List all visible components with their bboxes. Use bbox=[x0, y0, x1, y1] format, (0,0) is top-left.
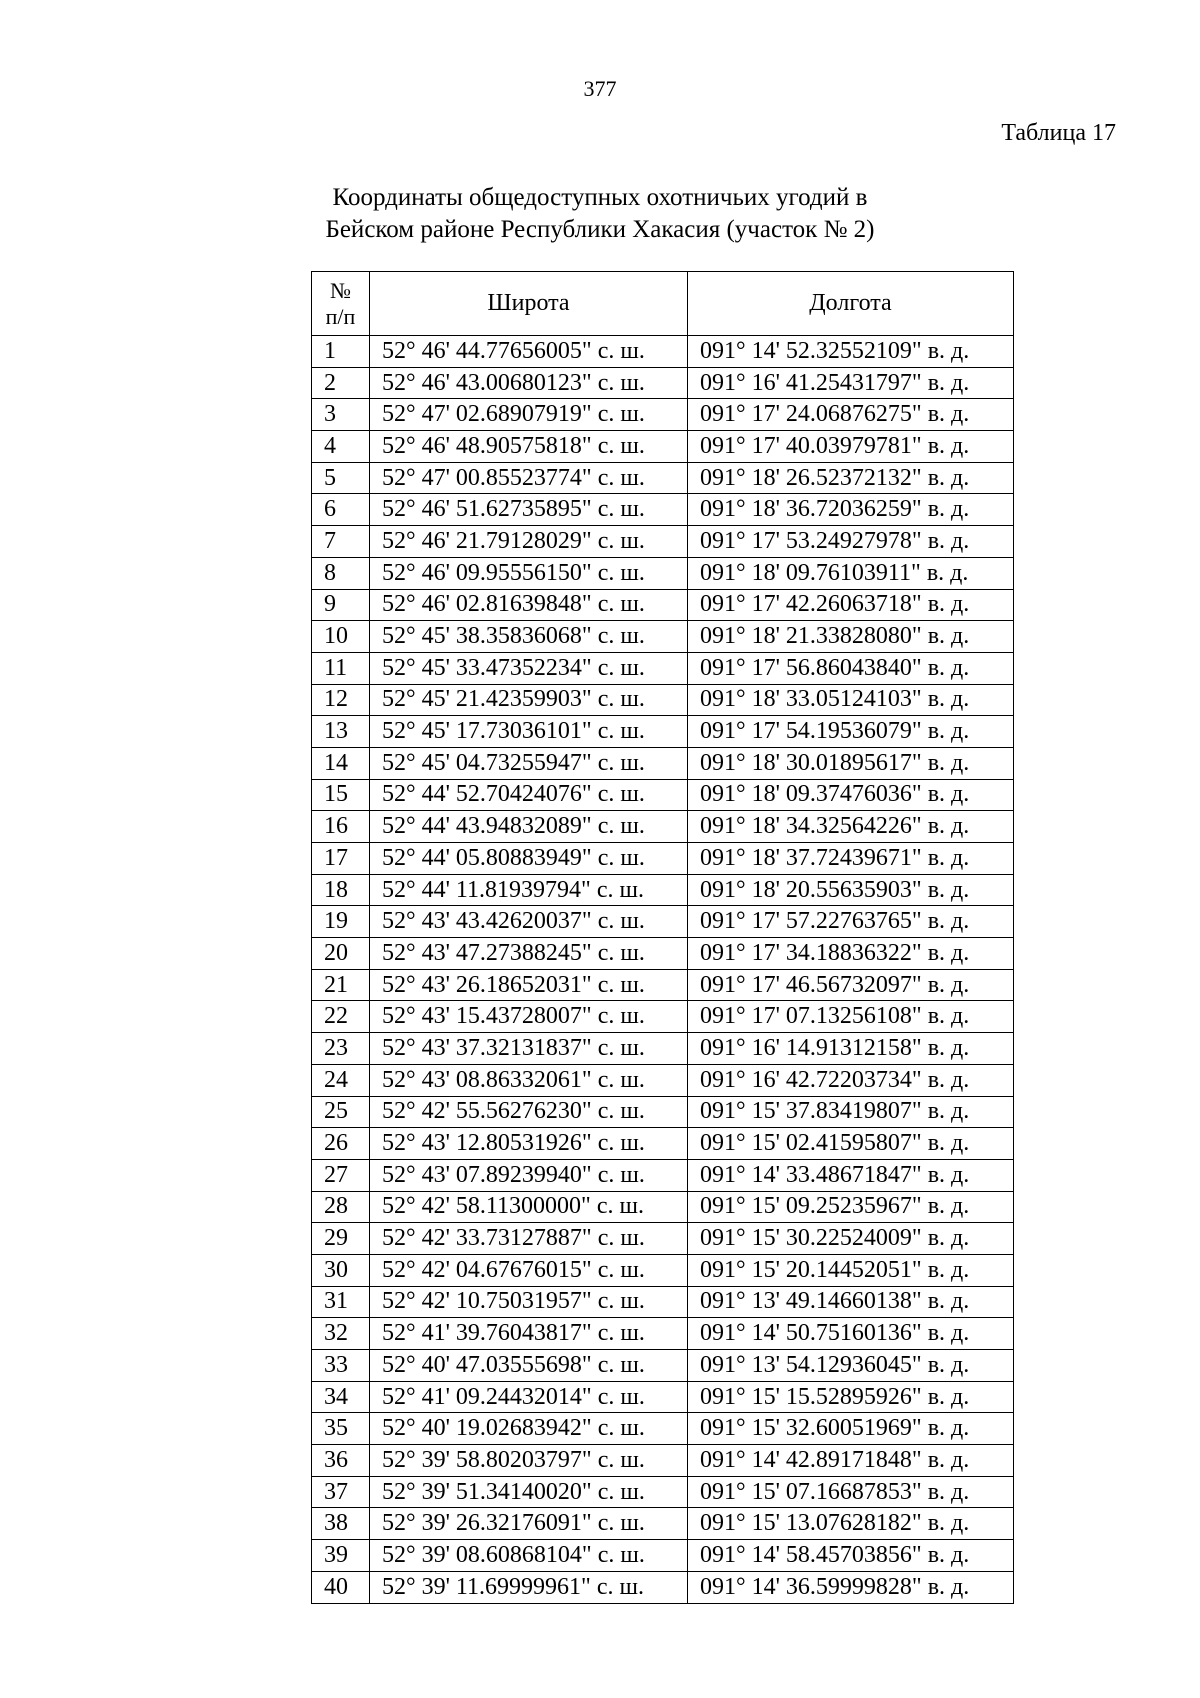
latitude-cell: 52° 44' 11.81939794" с. ш. bbox=[370, 874, 688, 906]
table-row bbox=[312, 526, 1014, 558]
table-row bbox=[312, 779, 1014, 811]
row-number: 32 bbox=[312, 1318, 370, 1350]
table-row bbox=[312, 1001, 1014, 1033]
row-number: 24 bbox=[312, 1064, 370, 1096]
row-number: 13 bbox=[312, 716, 370, 748]
longitude-cell: 091° 15' 32.60051969" в. д. bbox=[688, 1413, 1014, 1445]
longitude-cell: 091° 14' 58.45703856" в. д. bbox=[688, 1540, 1014, 1572]
table-row bbox=[312, 1508, 1014, 1540]
row-number: 39 bbox=[312, 1540, 370, 1572]
latitude-cell: 52° 46' 02.81639848" с. ш. bbox=[370, 589, 688, 621]
row-number: 40 bbox=[312, 1571, 370, 1603]
table-row bbox=[312, 431, 1014, 463]
row-number: 8 bbox=[312, 557, 370, 589]
latitude-cell: 52° 42' 04.67676015" с. ш. bbox=[370, 1254, 688, 1286]
table-row bbox=[312, 1571, 1014, 1603]
longitude-cell: 091° 15' 30.22524009" в. д. bbox=[688, 1223, 1014, 1255]
row-number: 11 bbox=[312, 652, 370, 684]
row-number: 14 bbox=[312, 747, 370, 779]
longitude-cell: 091° 15' 15.52895926" в. д. bbox=[688, 1381, 1014, 1413]
longitude-cell: 091° 16' 42.72203734" в. д. bbox=[688, 1064, 1014, 1096]
row-number: 19 bbox=[312, 906, 370, 938]
latitude-cell: 52° 43' 12.80531926" с. ш. bbox=[370, 1128, 688, 1160]
table-row bbox=[312, 1128, 1014, 1160]
longitude-cell: 091° 18' 09.37476036" в. д. bbox=[688, 779, 1014, 811]
page-number: 377 bbox=[583, 76, 617, 101]
latitude-cell: 52° 39' 51.34140020" с. ш. bbox=[370, 1476, 688, 1508]
row-number: 9 bbox=[312, 589, 370, 621]
row-number: 35 bbox=[312, 1413, 370, 1445]
latitude-cell: 52° 44' 05.80883949" с. ш. bbox=[370, 843, 688, 875]
row-number: 20 bbox=[312, 938, 370, 970]
row-number: 6 bbox=[312, 494, 370, 526]
longitude-cell: 091° 17' 53.24927978" в. д. bbox=[688, 526, 1014, 558]
table-row bbox=[312, 843, 1014, 875]
row-number: 22 bbox=[312, 1001, 370, 1033]
longitude-cell: 091° 17' 24.06876275" в. д. bbox=[688, 399, 1014, 431]
table-row bbox=[312, 938, 1014, 970]
header-latitude: Широта bbox=[370, 272, 688, 336]
header-longitude: Долгота bbox=[688, 272, 1014, 336]
table-row bbox=[312, 652, 1014, 684]
row-number: 15 bbox=[312, 779, 370, 811]
longitude-cell: 091° 18' 20.55635903" в. д. bbox=[688, 874, 1014, 906]
latitude-cell: 52° 45' 21.42359903" с. ш. bbox=[370, 684, 688, 716]
row-number: 1 bbox=[312, 336, 370, 368]
row-number: 36 bbox=[312, 1445, 370, 1477]
latitude-cell: 52° 44' 43.94832089" с. ш. bbox=[370, 811, 688, 843]
longitude-cell: 091° 14' 33.48671847" в. д. bbox=[688, 1159, 1014, 1191]
row-number: 27 bbox=[312, 1159, 370, 1191]
latitude-cell: 52° 46' 09.95556150" с. ш. bbox=[370, 557, 688, 589]
table-row bbox=[312, 1350, 1014, 1382]
table-row bbox=[312, 1413, 1014, 1445]
row-number: 17 bbox=[312, 843, 370, 875]
longitude-cell: 091° 16' 14.91312158" в. д. bbox=[688, 1033, 1014, 1065]
row-number: 16 bbox=[312, 811, 370, 843]
latitude-cell: 52° 43' 08.86332061" с. ш. bbox=[370, 1064, 688, 1096]
longitude-cell: 091° 15' 07.16687853" в. д. bbox=[688, 1476, 1014, 1508]
latitude-cell: 52° 43' 15.43728007" с. ш. bbox=[370, 1001, 688, 1033]
latitude-cell: 52° 45' 38.35836068" с. ш. bbox=[370, 621, 688, 653]
table-row bbox=[312, 1191, 1014, 1223]
table-body bbox=[312, 336, 1014, 1604]
coordinates-table bbox=[311, 271, 1014, 1604]
longitude-cell: 091° 14' 42.89171848" в. д. bbox=[688, 1445, 1014, 1477]
latitude-cell: 52° 42' 33.73127887" с. ш. bbox=[370, 1223, 688, 1255]
row-number: 28 bbox=[312, 1191, 370, 1223]
longitude-cell: 091° 14' 50.75160136" в. д. bbox=[688, 1318, 1014, 1350]
latitude-cell: 52° 45' 04.73255947" с. ш. bbox=[370, 747, 688, 779]
latitude-cell: 52° 41' 39.76043817" с. ш. bbox=[370, 1318, 688, 1350]
header-number bbox=[312, 272, 370, 336]
row-number: 37 bbox=[312, 1476, 370, 1508]
longitude-cell: 091° 18' 09.76103911" в. д. bbox=[688, 557, 1014, 589]
longitude-cell: 091° 15' 02.41595807" в. д. bbox=[688, 1128, 1014, 1160]
table-row bbox=[312, 1286, 1014, 1318]
longitude-cell: 091° 17' 34.18836322" в. д. bbox=[688, 938, 1014, 970]
longitude-cell: 091° 15' 09.25235967" в. д. bbox=[688, 1191, 1014, 1223]
row-number: 10 bbox=[312, 621, 370, 653]
longitude-cell: 091° 17' 57.22763765" в. д. bbox=[688, 906, 1014, 938]
latitude-cell: 52° 39' 26.32176091" с. ш. bbox=[370, 1508, 688, 1540]
latitude-cell: 52° 39' 08.60868104" с. ш. bbox=[370, 1540, 688, 1572]
longitude-cell: 091° 16' 41.25431797" в. д. bbox=[688, 367, 1014, 399]
latitude-cell: 52° 40' 47.03555698" с. ш. bbox=[370, 1350, 688, 1382]
table-row bbox=[312, 1033, 1014, 1065]
longitude-cell: 091° 17' 46.56732097" в. д. bbox=[688, 969, 1014, 1001]
table-row bbox=[312, 1540, 1014, 1572]
row-number: 3 bbox=[312, 399, 370, 431]
table-row bbox=[312, 874, 1014, 906]
row-number: 12 bbox=[312, 684, 370, 716]
row-number: 38 bbox=[312, 1508, 370, 1540]
table-row bbox=[312, 1159, 1014, 1191]
row-number: 30 bbox=[312, 1254, 370, 1286]
latitude-cell: 52° 46' 43.00680123" с. ш. bbox=[370, 367, 688, 399]
row-number: 7 bbox=[312, 526, 370, 558]
latitude-cell: 52° 44' 52.70424076" с. ш. bbox=[370, 779, 688, 811]
table-row bbox=[312, 684, 1014, 716]
latitude-cell: 52° 43' 43.42620037" с. ш. bbox=[370, 906, 688, 938]
table-row bbox=[312, 906, 1014, 938]
longitude-cell: 091° 13' 49.14660138" в. д. bbox=[688, 1286, 1014, 1318]
row-number: 34 bbox=[312, 1381, 370, 1413]
table-row bbox=[312, 1096, 1014, 1128]
latitude-cell: 52° 47' 02.68907919" с. ш. bbox=[370, 399, 688, 431]
latitude-cell: 52° 43' 07.89239940" с. ш. bbox=[370, 1159, 688, 1191]
latitude-cell: 52° 45' 33.47352234" с. ш. bbox=[370, 652, 688, 684]
longitude-cell: 091° 13' 54.12936045" в. д. bbox=[688, 1350, 1014, 1382]
header-number-symbol: № bbox=[330, 277, 351, 303]
latitude-cell: 52° 46' 51.62735895" с. ш. bbox=[370, 494, 688, 526]
longitude-cell: 091° 17' 07.13256108" в. д. bbox=[688, 1001, 1014, 1033]
row-number: 25 bbox=[312, 1096, 370, 1128]
table-row bbox=[312, 1445, 1014, 1477]
row-number: 18 bbox=[312, 874, 370, 906]
table-row bbox=[312, 399, 1014, 431]
table-row bbox=[312, 1254, 1014, 1286]
longitude-cell: 091° 14' 52.32552109" в. д. bbox=[688, 336, 1014, 368]
longitude-cell: 091° 15' 20.14452051" в. д. bbox=[688, 1254, 1014, 1286]
table-row bbox=[312, 747, 1014, 779]
latitude-cell: 52° 43' 26.18652031" с. ш. bbox=[370, 969, 688, 1001]
row-number: 31 bbox=[312, 1286, 370, 1318]
latitude-cell: 52° 46' 21.79128029" с. ш. bbox=[370, 526, 688, 558]
longitude-cell: 091° 18' 21.33828080" в. д. bbox=[688, 621, 1014, 653]
longitude-cell: 091° 18' 36.72036259" в. д. bbox=[688, 494, 1014, 526]
table-row bbox=[312, 811, 1014, 843]
longitude-cell: 091° 14' 36.59999828" в. д. bbox=[688, 1571, 1014, 1603]
latitude-cell: 52° 43' 37.32131837" с. ш. bbox=[370, 1033, 688, 1065]
table-row bbox=[312, 1223, 1014, 1255]
table-row bbox=[312, 494, 1014, 526]
longitude-cell: 091° 18' 30.01895617" в. д. bbox=[688, 747, 1014, 779]
row-number: 26 bbox=[312, 1128, 370, 1160]
table-label: Таблица 17 bbox=[1001, 120, 1116, 146]
title-line-1: Координаты общедоступных охотничьих угодий в bbox=[332, 184, 868, 211]
latitude-cell: 52° 42' 58.11300000" с. ш. bbox=[370, 1191, 688, 1223]
longitude-cell: 091° 15' 13.07628182" в. д. bbox=[688, 1508, 1014, 1540]
longitude-cell: 091° 17' 56.86043840" в. д. bbox=[688, 652, 1014, 684]
latitude-cell: 52° 39' 58.80203797" с. ш. bbox=[370, 1445, 688, 1477]
longitude-cell: 091° 15' 37.83419807" в. д. bbox=[688, 1096, 1014, 1128]
latitude-cell: 52° 46' 48.90575818" с. ш. bbox=[370, 431, 688, 463]
longitude-cell: 091° 17' 42.26063718" в. д. bbox=[688, 589, 1014, 621]
longitude-cell: 091° 18' 26.52372132" в. д. bbox=[688, 462, 1014, 494]
table-row bbox=[312, 589, 1014, 621]
latitude-cell: 52° 43' 47.27388245" с. ш. bbox=[370, 938, 688, 970]
longitude-cell: 091° 18' 34.32564226" в. д. bbox=[688, 811, 1014, 843]
table-row bbox=[312, 336, 1014, 368]
document-title bbox=[0, 182, 1200, 246]
latitude-cell: 52° 46' 44.77656005" с. ш. bbox=[370, 336, 688, 368]
row-number: 29 bbox=[312, 1223, 370, 1255]
table-row bbox=[312, 1381, 1014, 1413]
latitude-cell: 52° 40' 19.02683942" с. ш. bbox=[370, 1413, 688, 1445]
latitude-cell: 52° 45' 17.73036101" с. ш. bbox=[370, 716, 688, 748]
table-row bbox=[312, 557, 1014, 589]
row-number: 23 bbox=[312, 1033, 370, 1065]
longitude-cell: 091° 17' 40.03979781" в. д. bbox=[688, 431, 1014, 463]
row-number: 5 bbox=[312, 462, 370, 494]
table-row bbox=[312, 716, 1014, 748]
title-line-2: Бейском районе Республики Хакасия (участок № 2) bbox=[325, 216, 875, 243]
latitude-cell: 52° 41' 09.24432014" с. ш. bbox=[370, 1381, 688, 1413]
header-number-abbrev: п/п bbox=[325, 303, 356, 329]
latitude-cell: 52° 47' 00.85523774" с. ш. bbox=[370, 462, 688, 494]
table-row bbox=[312, 1318, 1014, 1350]
table-row bbox=[312, 969, 1014, 1001]
latitude-cell: 52° 39' 11.69999961" с. ш. bbox=[370, 1571, 688, 1603]
row-number: 2 bbox=[312, 367, 370, 399]
table-row bbox=[312, 1476, 1014, 1508]
longitude-cell: 091° 17' 54.19536079" в. д. bbox=[688, 716, 1014, 748]
table-row bbox=[312, 1064, 1014, 1096]
row-number: 33 bbox=[312, 1350, 370, 1382]
latitude-cell: 52° 42' 10.75031957" с. ш. bbox=[370, 1286, 688, 1318]
latitude-cell: 52° 42' 55.56276230" с. ш. bbox=[370, 1096, 688, 1128]
table-row bbox=[312, 621, 1014, 653]
longitude-cell: 091° 18' 37.72439671" в. д. bbox=[688, 843, 1014, 875]
table-header-row bbox=[312, 272, 1014, 336]
table-row bbox=[312, 462, 1014, 494]
table-row bbox=[312, 367, 1014, 399]
row-number: 21 bbox=[312, 969, 370, 1001]
longitude-cell: 091° 18' 33.05124103" в. д. bbox=[688, 684, 1014, 716]
row-number: 4 bbox=[312, 431, 370, 463]
